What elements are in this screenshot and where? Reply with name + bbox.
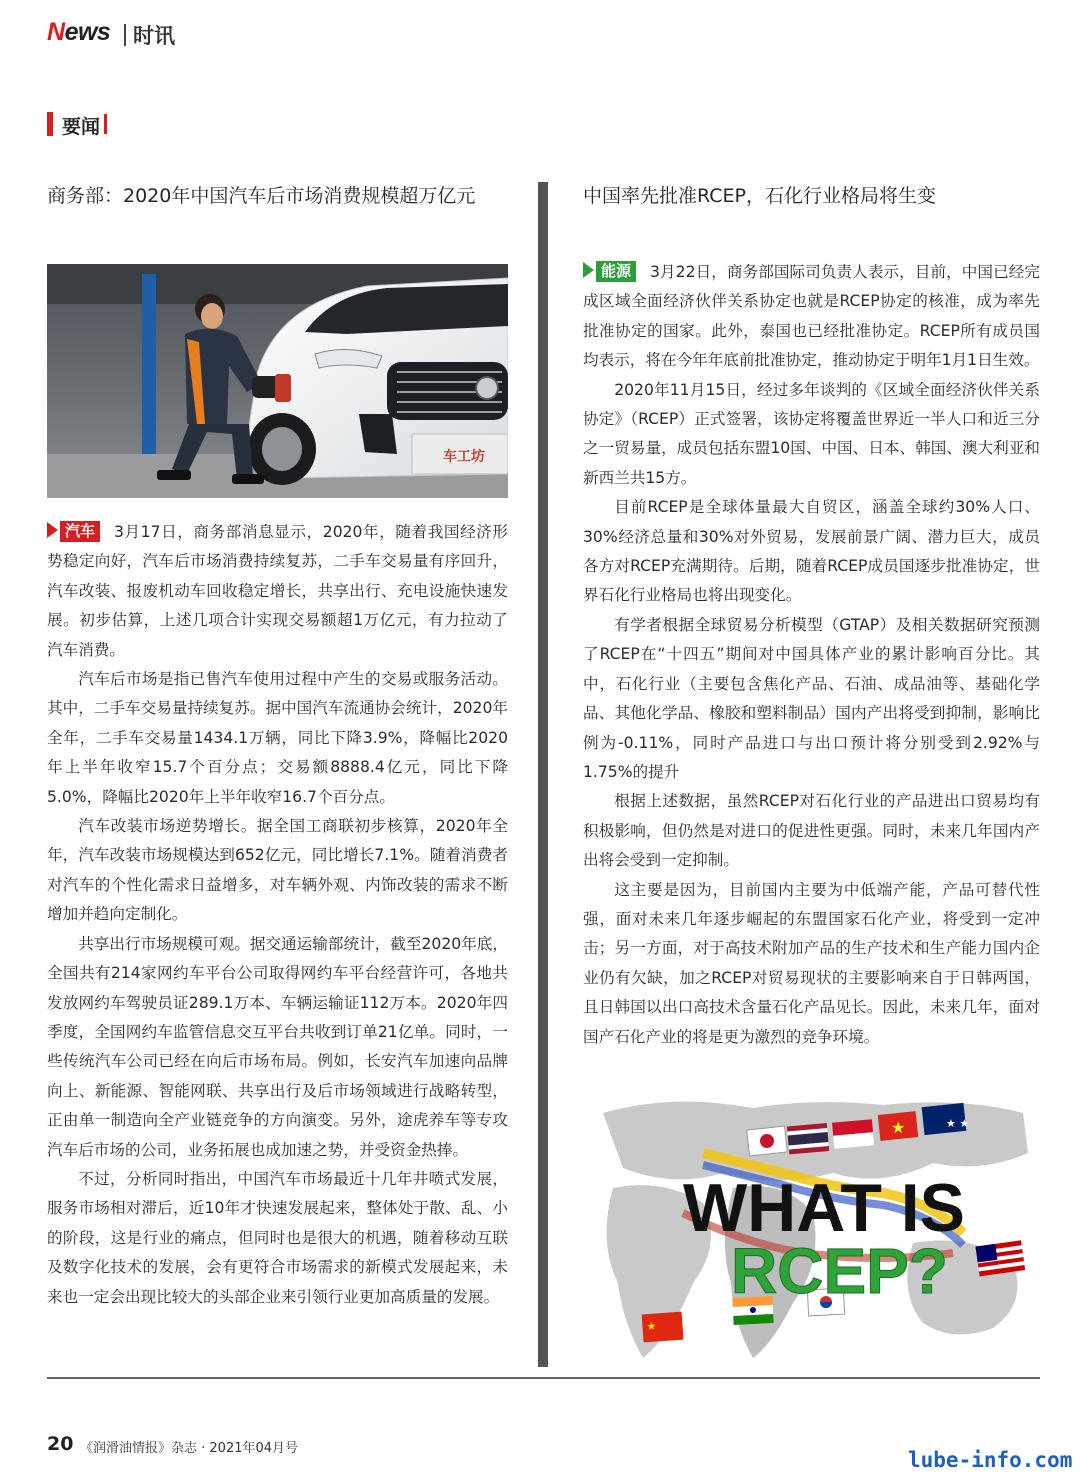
right-article-body [583, 258, 1040, 1052]
right-article-headline: 中国率先批准RCEP，石化行业格局将生变 [583, 185, 936, 207]
paragraph: 不过，分析同时指出，中国汽车市场最近十几年井喷式发展，服务市场相对滞后，近10年才快速发展起来，整体处于散、乱、小的阶段，这是行业的痛点，但同时也是很大的机遇，随着移动互联及数字化技术的发展，会有更符合市场需求的新模式发展起来，未来也一定会出现比较大的头部企业来引领行业更加高质量的发展。 [47, 1169, 508, 1306]
left-article-body [47, 518, 508, 1312]
graphic-title-line1: WHAT IS [683, 1170, 966, 1246]
paragraph: 汽车改装市场逆势增长。据全国工商联初步核算，2020年全年，汽车改装市场规模达到652亿元，同比增长7.1%。随着消费者对汽车的个性化需求日益增多，对车辆外观、内饰改装的需求不断增加并趋向定制化。 [47, 817, 508, 924]
subsection-label: 要闻 [62, 116, 101, 138]
paragraph-text: 3月17日，商务部消息显示，2020年，随着我国经济形势稳定向好，汽车后市场消费持续复苏，二手车交易量有序回升，汽车改装、报废机动车回收稳定增长，共享出行、充电设施快速发展。初步估算，上述几项合计实现交易额超1万亿元，有力拉动了汽车消费。 [47, 523, 508, 659]
paragraph: 根据上述数据，虽然RCEP对石化行业的产品进出口贸易均有积极影响，但仍然是对进口的促进性更强。同时，未来几年国内产出将会受到一定抑制。 [583, 792, 1040, 870]
paragraph: 共享出行市场规模可观。据交通运输部统计，截至2020年底，全国共有214家网约车平台公司取得网约车平台经营许可，各地共发放网约车驾驶员证289.1万本、车辆运输证112万本。2020年四季度，全国网约车监管信息交互平台共收到订单21亿单。同时，一些传统汽车公司已经在向后市场布局。例如，长安汽车加速向品牌向上、新能源、智能网联、共享出行及后市场领域进行战略转型，正由单一制造向全产业链竞争的方向演变。另外，途虎养车等专攻汽车后市场的公司，业务拓展也成加速之势，并受资金热捧。 [47, 934, 508, 1159]
brand-initial: N [47, 18, 65, 46]
paragraph: 目前RCEP是全球体量最大自贸区，涵盖全球约30%人口、30%经济总量和30%对外贸易，发展前景广阔、潜力巨大，成员各方对RCEP充满期待。后期，随着RCEP成员国逐步批准协定，世界石化行业格局也将出现变化。 [583, 498, 1040, 605]
paragraph: 这主要是因为，目前国内主要为中低端产能，产品可替代性强，面对未来几年逐步崛起的东盟国家石化产业，将受到一定冲击；另一方面，对于高技术附加产品的生产技术和生产能力国内企业仍有欠缺，加之RCEP对贸易现状的主要影响来自于日韩两国，且日韩国以出口高技术含量石化产品见长。因此，未来几年，面对国产石化产业的将是更为激烈的竞争环境。 [583, 880, 1040, 1046]
header-divider [124, 24, 126, 46]
section-title: 时讯 [133, 24, 175, 48]
site-watermark: lube-info.com [908, 1448, 1073, 1472]
brand-rest: ews [64, 18, 111, 46]
paragraph [47, 518, 508, 665]
page-number: 20 [47, 1433, 74, 1455]
footer-rule [47, 1377, 1040, 1379]
category-tag-label: 能源 [596, 261, 636, 282]
column-divider [538, 182, 548, 1367]
publication-info: 《润滑油情报》杂志 · 2021年04月号 [80, 1441, 299, 1456]
svg-text:★: ★ [646, 1319, 657, 1334]
paragraph: 2020年11月15日，经过多年谈判的《区域全面经济伙伴关系协定》（RCEP）正式签署，该协定将覆盖世界近一半人口和近三分之一贸易量，成员包括东盟10国、中国、日本、韩国、澳大利亚和新西兰共15方。 [583, 380, 1040, 487]
graphic-title-line2: RCEP? [731, 1235, 948, 1307]
section-marker-left [47, 112, 53, 136]
paragraph [583, 258, 1040, 376]
svg-text:★ ★: ★ ★ [946, 1117, 970, 1130]
section-marker-right [104, 114, 107, 134]
category-tag-auto [47, 521, 100, 542]
paragraph-text: 3月22日，商务部国际司负责人表示，目前，中国已经完成区域全面经济伙伴关系协定也就是RCEP协定的核准，成为率先批准协定的国家。此外，泰国也已经批准协定。RCEP所有成员国均表示，将在今年年底前批准协定，推动协定于明年1月1日生效。 [583, 263, 1040, 370]
play-arrow-icon [583, 262, 594, 278]
category-tag-energy [583, 261, 636, 282]
paragraph: 有学者根据全球贸易分析模型（GTAP）及相关数据研究预测了RCEP在“十四五”期间对中国具体产业的累计影响百分比。其中，石化行业（主要包含焦化产品、石油、成品油等、基础化学品、其他化学品、橡胶和塑料制品）国内产出将受到抑制，影响比例为-0.11%，同时产品进口与出口预计将分别受到2.92%与1.75%的提升 [583, 615, 1040, 781]
category-tag-label: 汽车 [60, 521, 100, 542]
car-service-photo [47, 264, 508, 498]
play-arrow-icon [47, 522, 58, 538]
rcep-graphic [583, 1093, 1040, 1363]
magazine-brand [47, 18, 110, 47]
photo-sign: 车工坊 [443, 449, 485, 465]
left-article-headline: 商务部：2020年中国汽车后市场消费规模超万亿元 [47, 185, 476, 207]
paragraph: 汽车后市场是指已售汽车使用过程中产生的交易或服务活动。其中，二手车交易量持续复苏。据中国汽车流通协会统计，2020年全年，二手车交易量1434.1万辆，同比下降3.9%，降幅比2020年上半年收窄15.7个百分点；交易额8888.4亿元，同比下降5.0%，降幅比2020年上半年收窄16.7个百分点。 [47, 670, 508, 806]
svg-text:★: ★ [891, 1118, 906, 1137]
